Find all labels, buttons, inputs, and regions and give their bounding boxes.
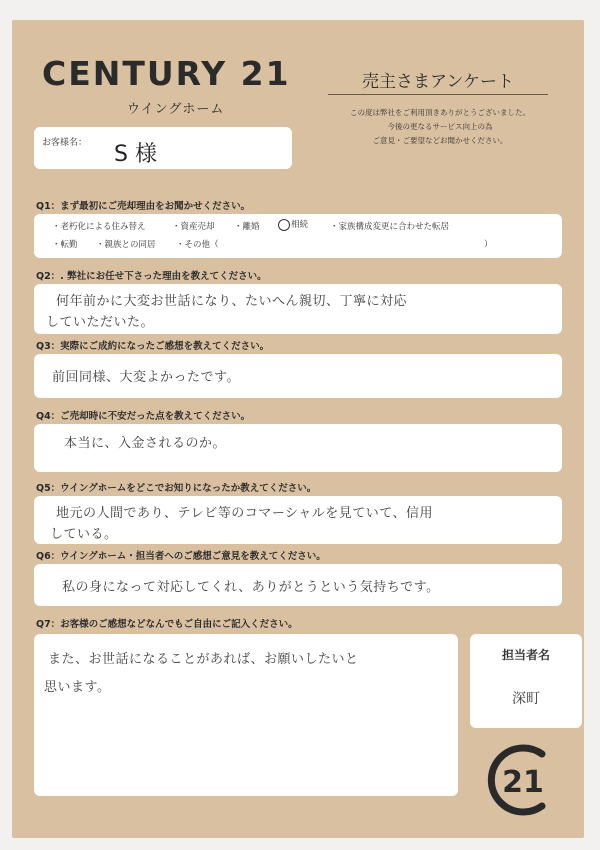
- q2-answer-line: 何年前かに大変お世話になり、たいへん親切、丁寧に対応: [56, 294, 408, 309]
- intro-line: ご意見・ご要望などお聞かせください。: [372, 136, 508, 145]
- q7-answer-line: 思います。: [44, 680, 111, 695]
- intro-line: この度は弊社をご利用頂きありがとうございました。: [350, 108, 530, 117]
- q1-options-box: [34, 214, 562, 258]
- logo-subtitle: ウイングホーム: [127, 102, 225, 117]
- q7-answer-line: また、お世話になることがあれば、お願いしたいと: [48, 652, 359, 667]
- intro-text: [330, 106, 550, 148]
- q5-label: Q5：ウイングホームをどこでお知りになったか教えてください。: [36, 483, 317, 494]
- q7-label: Q7：お客様のご感想などなんでもご自由にご記入ください。: [36, 619, 298, 630]
- q1-option-aging[interactable]: ・老朽化による住み替え: [52, 222, 146, 232]
- q4-label: Q4：ご売却時に不安だった点を教えてください。: [36, 411, 251, 422]
- century21-logo: CENTURY 21: [42, 54, 291, 93]
- q5-answer-line: している。: [50, 527, 118, 542]
- intro-line: 今後の更なるサービス向上の為: [387, 122, 493, 131]
- q1-option-other[interactable]: ・その他（: [176, 240, 219, 250]
- q2-answer-box[interactable]: [34, 284, 562, 334]
- q5-answer-box[interactable]: [34, 496, 562, 544]
- q1-option-family-change[interactable]: ・家族構成変更に合わせた転居: [330, 222, 450, 232]
- customer-name-value: S 様: [114, 142, 157, 167]
- q5-answer-line: 地元の人間であり、テレビ等のコマーシャルを見ていて、信用: [56, 506, 433, 521]
- q1-option-inheritance[interactable]: [278, 218, 308, 231]
- q6-label: Q6：ウイングホーム・担当者へのご感想ご意見を教えてください。: [36, 551, 326, 562]
- q4-answer-line: 本当に、入金されるのか。: [64, 436, 227, 451]
- q1-option-divorce[interactable]: ・離婚: [234, 222, 260, 232]
- century21-badge-icon: [480, 740, 560, 820]
- q1-option-inheritance-label: 相続: [291, 220, 309, 230]
- q2-answer-line: していただいた。: [46, 315, 155, 330]
- survey-sheet: [12, 20, 584, 838]
- survey-title: 売主さまアンケート: [362, 72, 514, 92]
- customer-name-field[interactable]: [34, 127, 292, 169]
- staff-label: 担当者名: [501, 648, 550, 662]
- q4-answer-box[interactable]: [34, 424, 562, 472]
- q7-answer-box[interactable]: [34, 634, 458, 796]
- q3-answer-line: 前回同様、大変よかったです。: [52, 370, 240, 385]
- q1-option-transfer[interactable]: ・転勤: [52, 240, 78, 250]
- q1-other-close-paren: ）: [484, 240, 493, 250]
- q2-label: Q2：. 弊社にお任せ下さった理由を教えてください。: [36, 271, 267, 282]
- staff-name: 深町: [512, 691, 540, 707]
- customer-name-label: お客様名：: [42, 138, 88, 148]
- q1-label: Q1：まず最初にご売却理由をお聞かせください。: [36, 201, 251, 212]
- q3-answer-box[interactable]: [34, 354, 562, 398]
- q6-answer-line: 私の身になって対応してくれ、ありがとうという気持ちです。: [62, 580, 440, 595]
- staff-box[interactable]: [470, 634, 582, 728]
- q1-option-asset-sale[interactable]: ・資産売却: [172, 222, 215, 232]
- selected-mark-icon: [278, 219, 290, 231]
- q6-answer-box[interactable]: [34, 564, 562, 606]
- q3-label: Q3：実際にご成約になったご感想を教えてください。: [36, 341, 270, 352]
- badge-text: 21: [502, 765, 544, 800]
- q1-option-living-with-family[interactable]: ・親族との同居: [96, 240, 156, 250]
- title-underline: [328, 94, 548, 95]
